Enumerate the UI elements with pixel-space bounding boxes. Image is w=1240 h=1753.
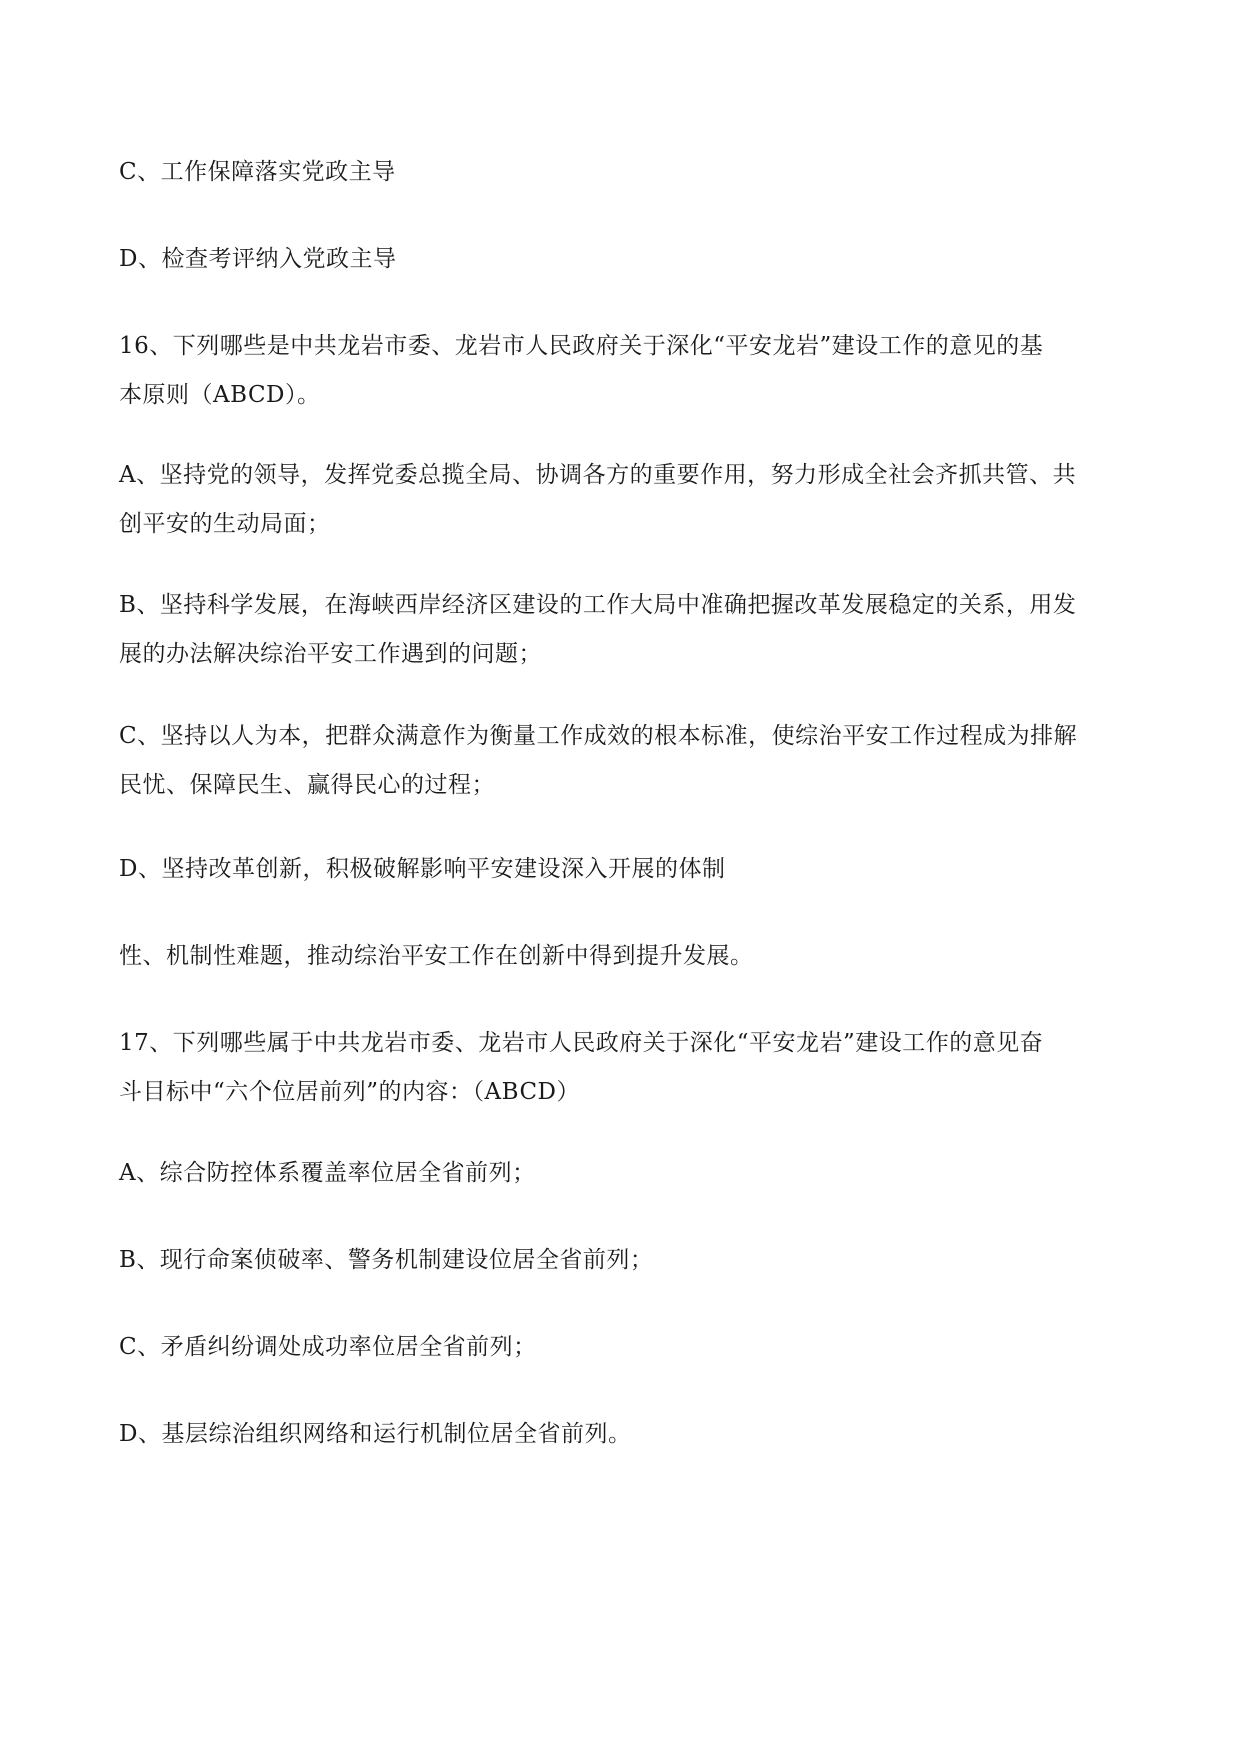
text-line: D、坚持改革创新，积极破解影响平安建设深入开展的体制 xyxy=(119,856,726,882)
question-16-paragraph xyxy=(119,322,1129,420)
text-line: 斗目标中“六个位居前列”的内容：（ABCD） xyxy=(119,1079,580,1105)
text-line: 17、下列哪些属于中共龙岩市委、龙岩市人民政府关于深化“平安龙岩”建设工作的意见奋 xyxy=(119,1030,1044,1056)
question-17-paragraph xyxy=(119,1019,1129,1117)
q16-option-c-paragraph xyxy=(119,712,1129,810)
text-line: 展的办法解决综治平安工作遇到的问题； xyxy=(119,641,542,667)
option-c-paragraph xyxy=(119,148,1129,197)
text-line: B、现行命案侦破率、警务机制建设位居全省前列； xyxy=(119,1247,654,1273)
text-line: C、工作保障落实党政主导 xyxy=(119,159,396,185)
text-line: D、检查考评纳入党政主导 xyxy=(119,246,397,272)
q16-option-a-paragraph xyxy=(119,451,1129,549)
text-line: A、综合防控体系覆盖率位居全省前列； xyxy=(119,1160,536,1186)
text-line: 性、机制性难题，推动综治平安工作在创新中得到提升发展。 xyxy=(119,943,754,969)
text-line: 创平安的生动局面； xyxy=(119,511,331,537)
option-d-paragraph xyxy=(119,235,1129,284)
text-line: C、坚持以人为本，把群众满意作为衡量工作成效的根本标准，使综治平安工作过程成为排解 xyxy=(119,723,1078,749)
text-line: 民忧、保障民生、赢得民心的过程； xyxy=(119,772,495,798)
q16-option-d-continuation xyxy=(119,932,1129,981)
text-line: 本原则（ABCD）。 xyxy=(119,382,321,408)
text-line: B、坚持科学发展，在海峡西岸经济区建设的工作大局中准确把握改革发展稳定的关系，用发 xyxy=(119,592,1077,618)
text-line: A、坚持党的领导，发挥党委总揽全局、协调各方的重要作用，努力形成全社会齐抓共管、共 xyxy=(119,462,1077,488)
text-line: D、基层综治组织网络和运行机制位居全省前列。 xyxy=(119,1421,632,1447)
q16-option-d-paragraph xyxy=(119,845,1129,894)
q17-option-c-paragraph xyxy=(119,1323,1129,1372)
q16-option-b-paragraph xyxy=(119,581,1129,679)
text-line: C、矛盾纠纷调处成功率位居全省前列； xyxy=(119,1334,537,1360)
text-line: 16、下列哪些是中共龙岩市委、龙岩市人民政府关于深化“平安龙岩”建设工作的意见的基 xyxy=(119,333,1044,359)
q17-option-b-paragraph xyxy=(119,1236,1129,1285)
q17-option-d-paragraph xyxy=(119,1410,1129,1459)
q17-option-a-paragraph xyxy=(119,1149,1129,1198)
